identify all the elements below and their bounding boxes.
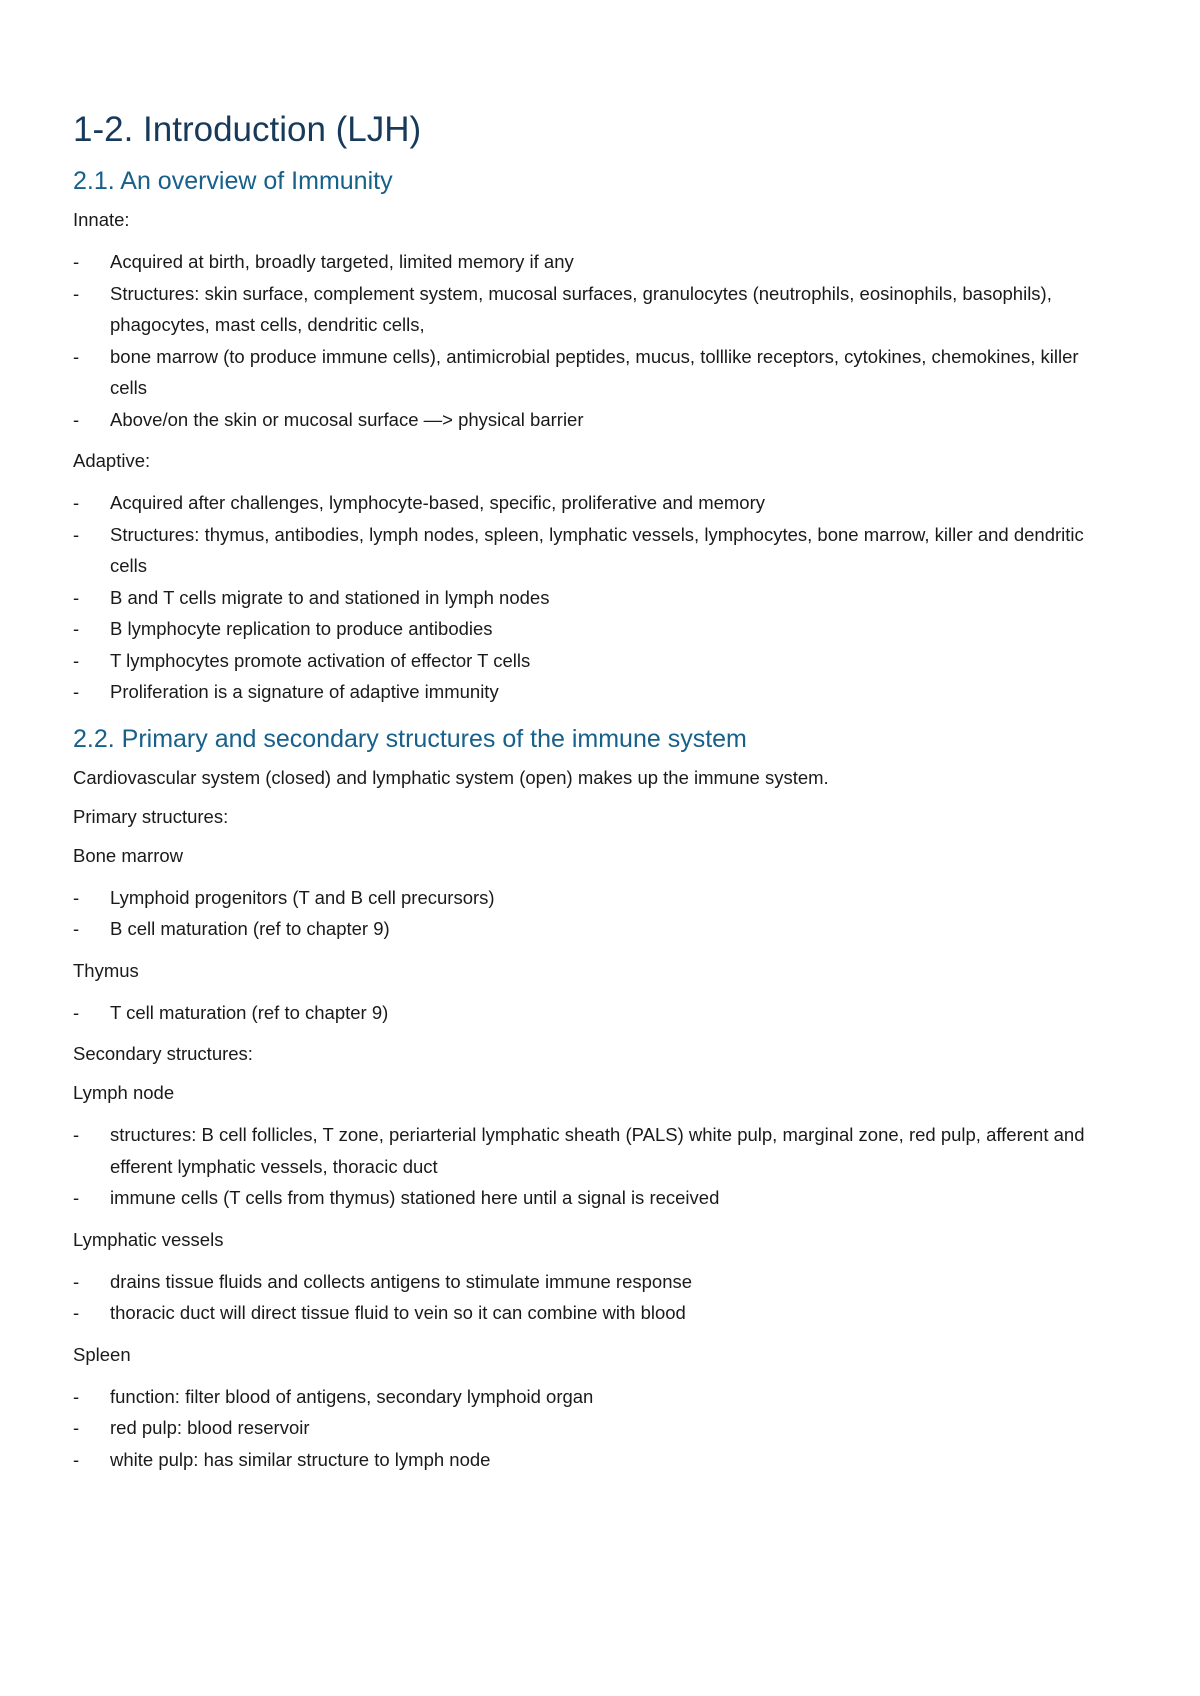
thymus-label: Thymus <box>73 959 139 981</box>
adaptive-label: Adaptive: <box>73 450 151 471</box>
secondary-structures-label: Secondary structures: <box>73 1043 253 1065</box>
bullet-marker: - <box>73 886 80 908</box>
list-item: - B cell maturation (ref to chapter 9) <box>73 913 1104 945</box>
bullet-marker: - <box>73 345 80 367</box>
list-item: - drains tissue fluids and collects antigens to stimulate immune response <box>73 1266 1104 1298</box>
spleen-list <box>73 1381 1104 1476</box>
list-item: - red pulp: blood reservoir <box>73 1412 1104 1444</box>
bullet-marker: - <box>73 1385 80 1407</box>
adaptive-list <box>73 487 1104 708</box>
bone-marrow-label: Bone marrow <box>73 844 184 866</box>
list-item: - Above/on the skin or mucosal surface —> physical barrier <box>73 404 1104 436</box>
list-item: - structures: B cell follicles, T zone, periarterial lymphatic sheath (PALS) white pulp, marginal zone, red pulp, afferent and efferent lymphatic vessels, thoracic duct <box>73 1119 1104 1182</box>
section-heading-2-1: 2.1. An overview of Immunity <box>73 166 393 195</box>
list-item: - bone marrow (to produce immune cells), antimicrobial peptides, mucus, tolllike receptors, cytokines, chemokines, killer cells <box>73 341 1104 404</box>
bullet-marker: - <box>73 1417 80 1439</box>
innate-list <box>73 246 1104 435</box>
list-item: - Structures: thymus, antibodies, lymph nodes, spleen, lymphatic vessels, lymphocytes, bone marrow, killer and dendritic cells <box>73 519 1104 582</box>
list-item: - immune cells (T cells from thymus) stationed here until a signal is received <box>73 1182 1104 1214</box>
section-heading-2-2: 2.2. Primary and secondary structures of the immune system <box>73 724 747 753</box>
bullet-marker: - <box>73 1187 80 1209</box>
bullet-marker: - <box>73 1124 80 1146</box>
page-title: 1-2. Introduction (LJH) <box>73 110 422 149</box>
list-item: - Proliferation is a signature of adaptive immunity <box>73 676 1104 708</box>
list-item: - Acquired after challenges, lymphocyte-based, specific, proliferative and memory <box>73 487 1104 519</box>
list-item: - thoracic duct will direct tissue fluid to vein so it can combine with blood <box>73 1297 1104 1329</box>
bullet-marker: - <box>73 1001 80 1023</box>
list-item: - function: filter blood of antigens, secondary lymphoid organ <box>73 1381 1104 1413</box>
lymph-node-list <box>73 1119 1104 1214</box>
bullet-marker: - <box>73 492 80 513</box>
bullet-marker: - <box>73 1302 80 1324</box>
bone-marrow-list <box>73 882 1104 945</box>
bullet-marker: - <box>73 1270 80 1292</box>
list-item: - B and T cells migrate to and stationed in lymph nodes <box>73 582 1104 614</box>
list-item: - Acquired at birth, broadly targeted, limited memory if any <box>73 246 1104 278</box>
intro-paragraph: Cardiovascular system (closed) and lymphatic system (open) makes up the immune system. <box>73 766 829 788</box>
list-item: - Structures: skin surface, complement system, mucosal surfaces, granulocytes (neutrophils, eosinophils, basophils), phagocytes, mast cells, dendritic cells, <box>73 278 1104 341</box>
bullet-marker: - <box>73 1448 80 1470</box>
list-item: - B lymphocyte replication to produce antibodies <box>73 613 1104 645</box>
bullet-marker: - <box>73 918 80 940</box>
primary-structures-label: Primary structures: <box>73 805 229 827</box>
bullet-marker: - <box>73 681 80 702</box>
bullet-marker: - <box>73 586 80 608</box>
bullet-marker: - <box>73 251 80 272</box>
bullet-marker: - <box>73 649 80 671</box>
list-item: - T lymphocytes promote activation of effector T cells <box>73 645 1104 677</box>
bullet-marker: - <box>73 408 80 430</box>
lymphatic-vessels-label: Lymphatic vessels <box>73 1228 224 1250</box>
list-item: - white pulp: has similar structure to lymph node <box>73 1444 1104 1476</box>
bullet-marker: - <box>73 523 80 545</box>
spleen-label: Spleen <box>73 1343 131 1365</box>
bullet-marker: - <box>73 618 80 639</box>
list-item: - Lymphoid progenitors (T and B cell precursors) <box>73 882 1104 914</box>
lymph-node-label: Lymph node <box>73 1082 175 1104</box>
innate-label: Innate: <box>73 209 130 230</box>
thymus-list <box>73 997 1104 1029</box>
list-item: - T cell maturation (ref to chapter 9) <box>73 997 1104 1029</box>
bullet-marker: - <box>73 282 80 304</box>
lymphatic-vessels-list <box>73 1266 1104 1329</box>
